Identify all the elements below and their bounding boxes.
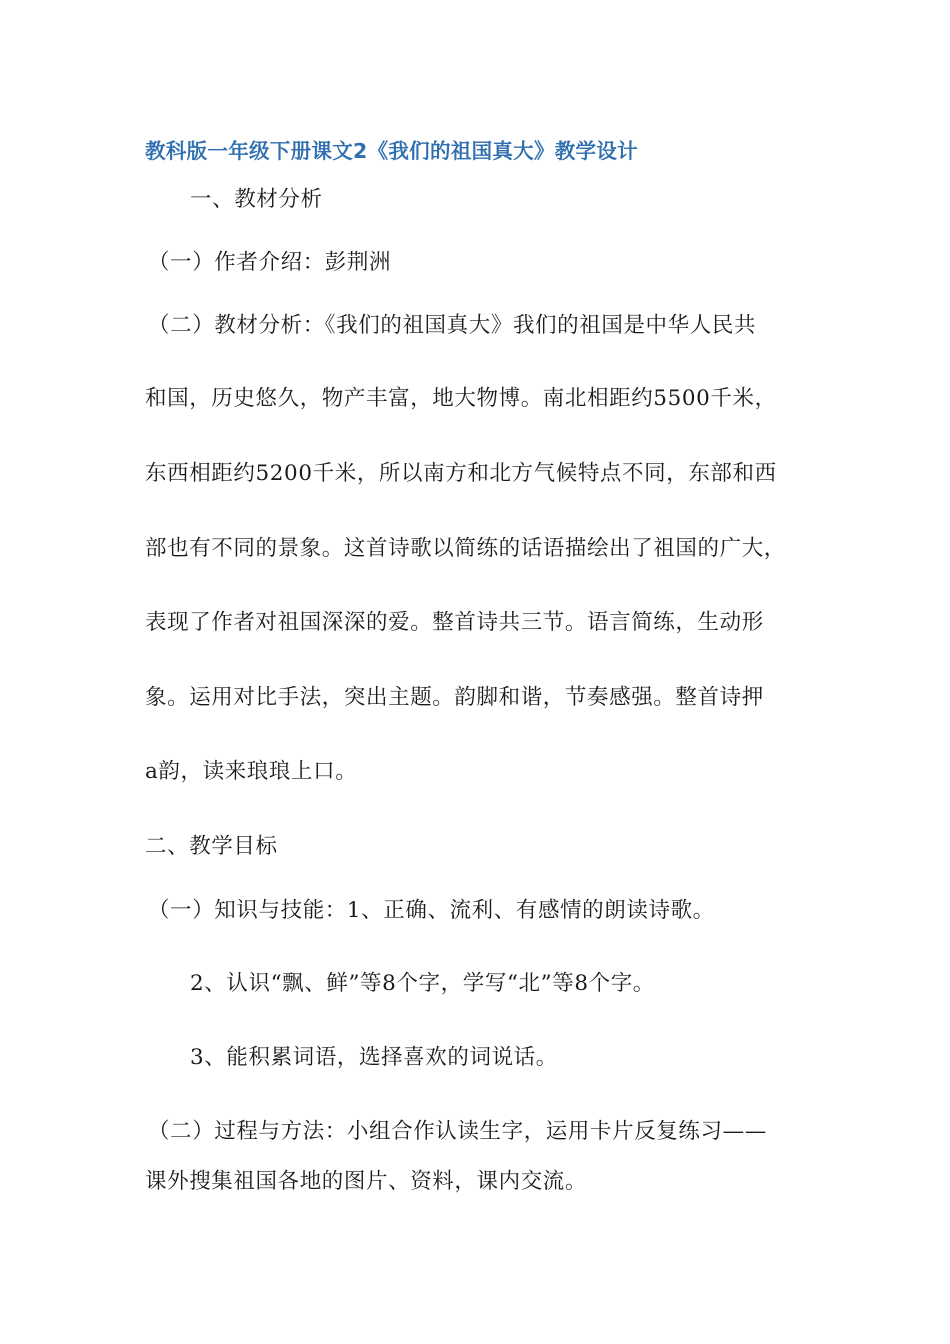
analysis-line: 象。运用对比手法，突出主题。韵脚和谐，节奏感强。整首诗押 <box>145 685 764 710</box>
analysis-line: 东西相距约5200千米，所以南方和北方气候特点不同，东部和西 <box>145 461 777 486</box>
goal-process-methods: （二）过程与方法：小组合作认读生字，运用卡片反复练习—— <box>148 1119 767 1144</box>
analysis-line: 和国，历史悠久，物产丰富，地大物博。南北相距约5500千米， <box>145 386 777 411</box>
author-introduction: （一）作者介绍：彭荆洲 <box>148 250 392 275</box>
goal-knowledge-skills: （一）知识与技能：1、正确、流利、有感情的朗读诗歌。 <box>148 898 715 923</box>
goal-item-2: 2、认识“飘、鲜”等8个字，学写“北”等8个字。 <box>190 971 655 996</box>
analysis-line: 表现了作者对祖国深深的爱。整首诗共三节。语言简练，生动形 <box>145 610 764 635</box>
goal-process-methods-continued: 课外搜集祖国各地的图片、资料，课内交流。 <box>145 1169 588 1194</box>
analysis-line: （二）教材分析：《我们的祖国真大》我们的祖国是中华人民共 <box>148 313 757 338</box>
document-title: 教科版一年级下册课文2《我们的祖国真大》教学设计 <box>145 139 638 163</box>
analysis-line: 部也有不同的景象。这首诗歌以简练的话语描绘出了祖国的广大， <box>145 536 786 561</box>
section-heading-teaching-goals: 二、教学目标 <box>145 834 278 859</box>
section-heading-material-analysis: 一、教材分析 <box>190 187 323 212</box>
analysis-line: a韵，读来琅琅上口。 <box>145 759 358 784</box>
goal-item-3: 3、能积累词语，选择喜欢的词说话。 <box>190 1045 558 1070</box>
